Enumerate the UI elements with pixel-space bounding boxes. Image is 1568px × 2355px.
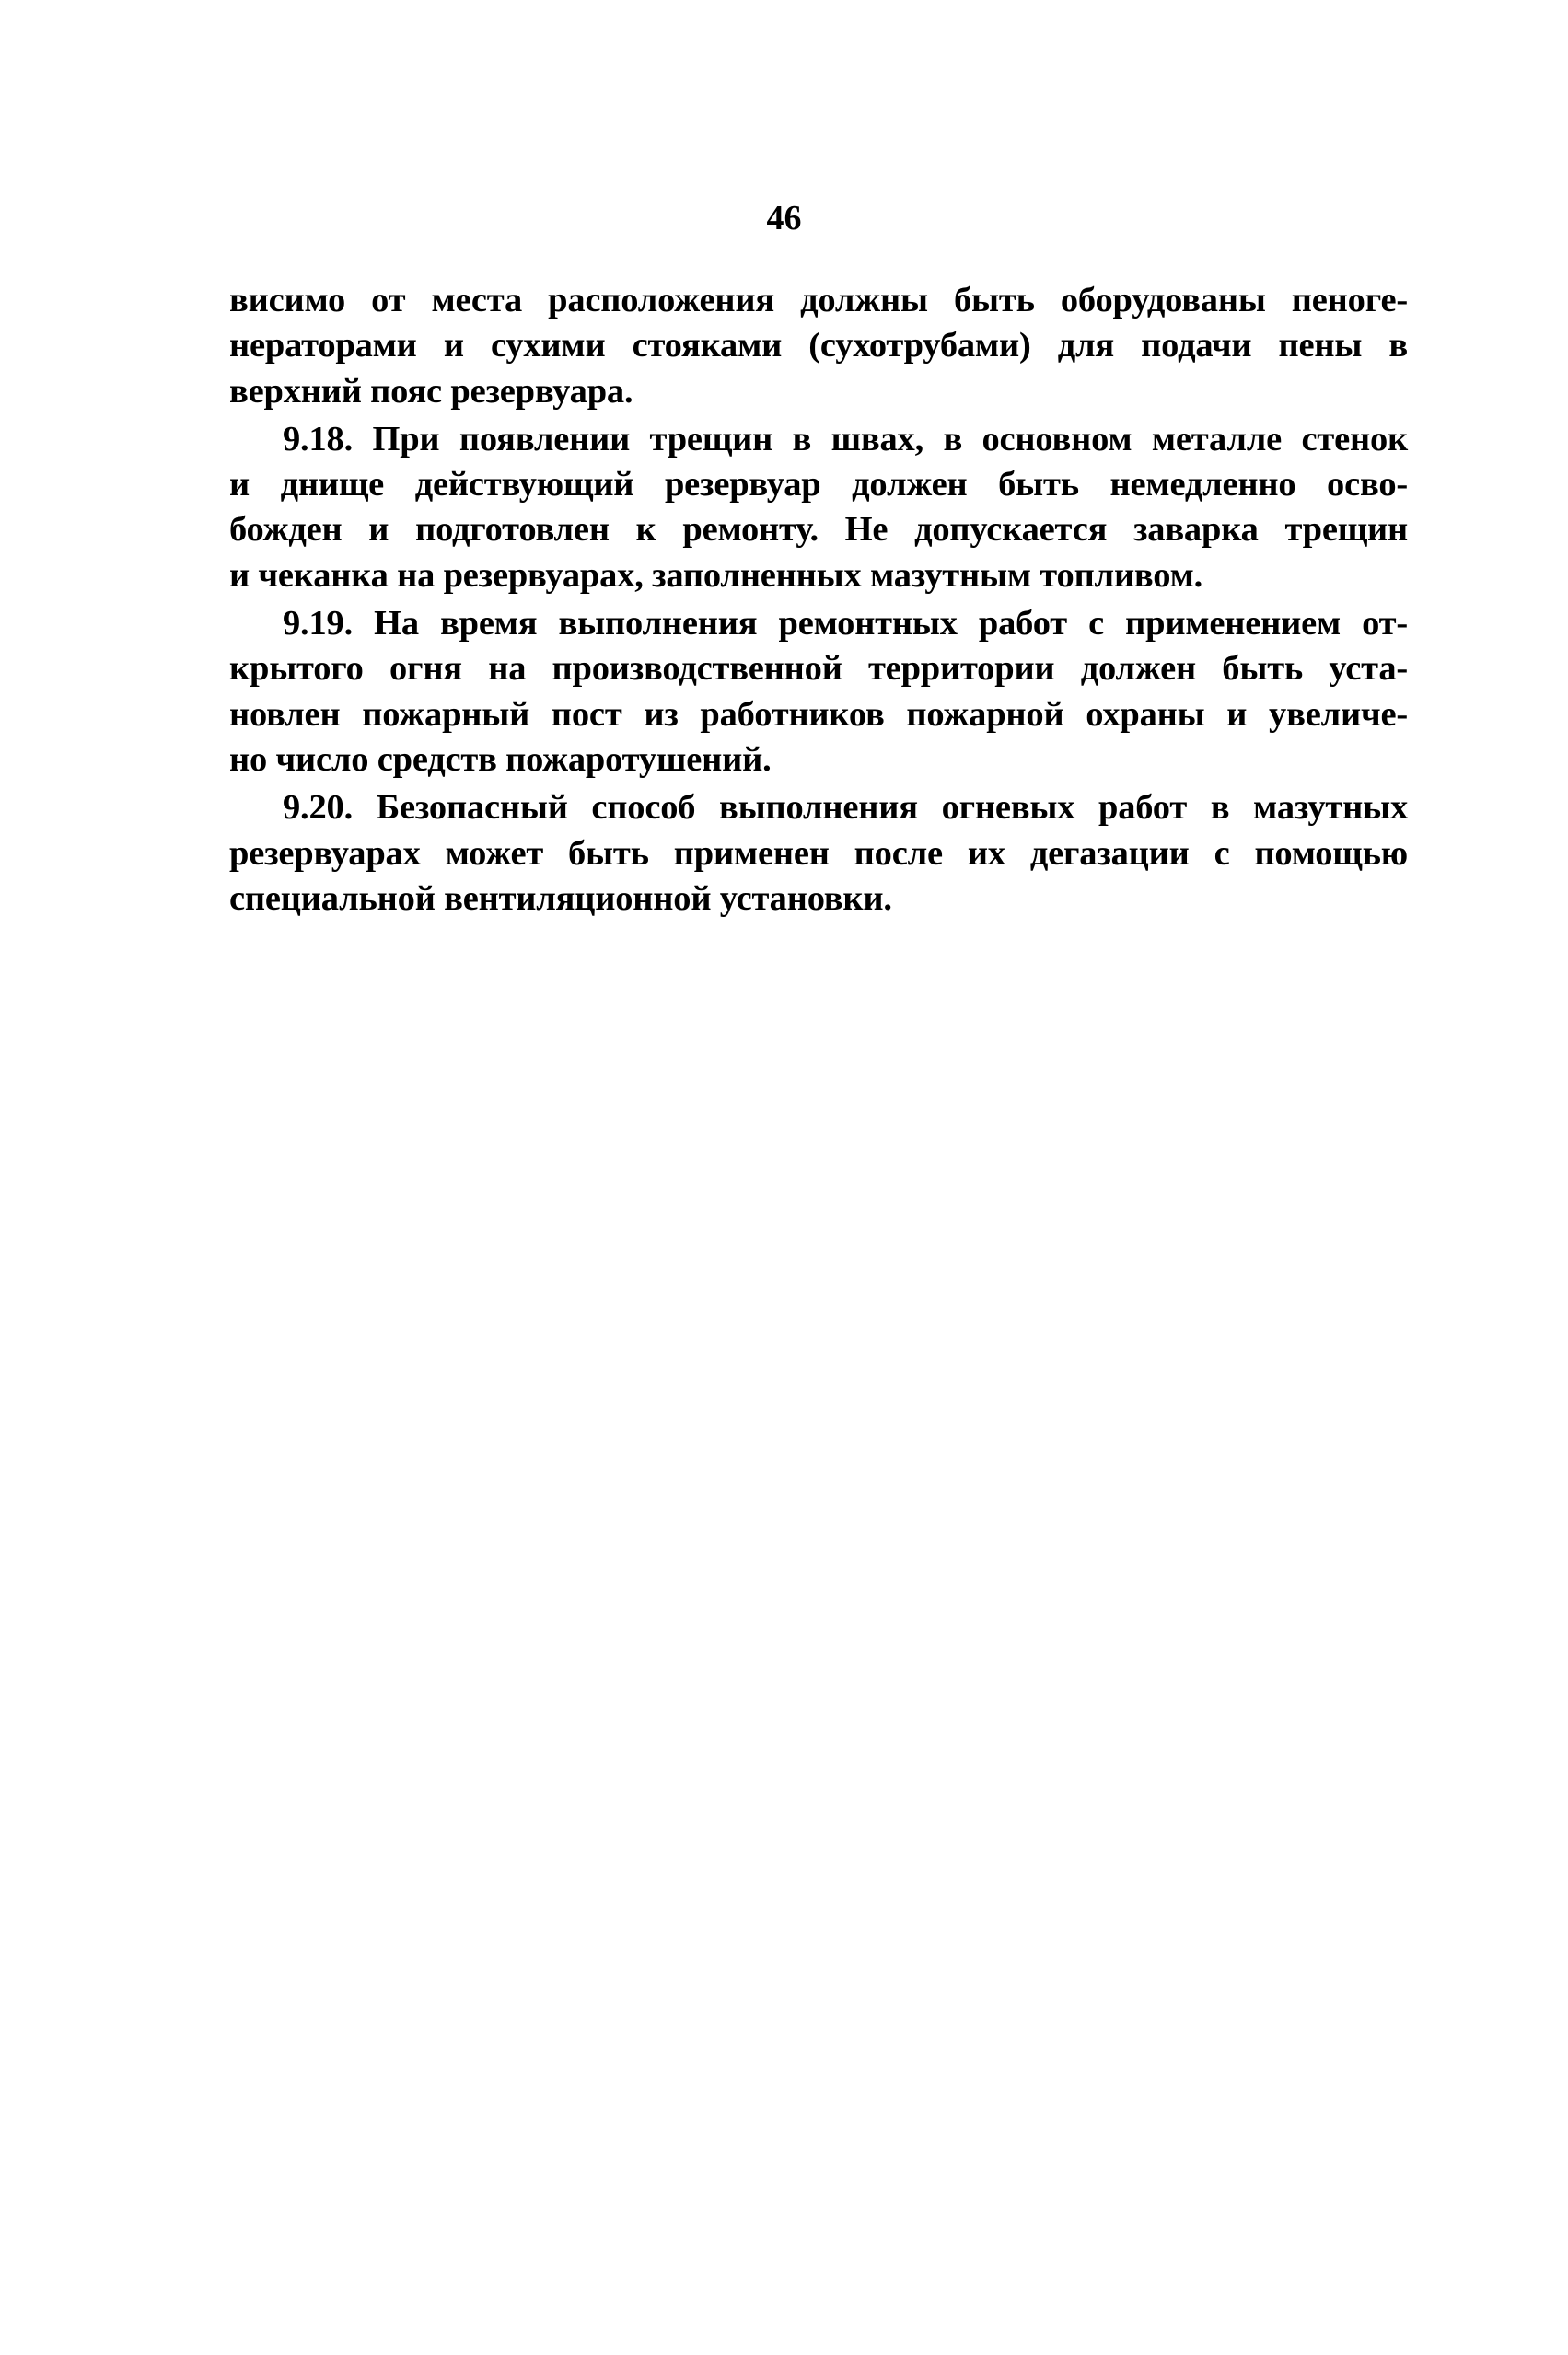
text-line: новлен пожарный пост из работников пожарной охраны и увеличе- [229, 694, 1408, 734]
paragraph-9-19 [229, 601, 1408, 783]
text-line: но число средств пожаротушений. [229, 739, 772, 779]
text-line: нераторами и сухими стояками (сухотрубами) для подачи пены в [229, 326, 1408, 365]
text-line: 9.19. На время выполнения ремонтных работ с применением от- [283, 604, 1408, 644]
text-line: висимо от места расположения должны быть оборудованы пеноге- [229, 281, 1408, 319]
text-line: верхний пояс резервуара. [229, 371, 633, 411]
text-line: 9.20. Безопасный способ выполнения огневых работ в мазутных [283, 788, 1408, 828]
page-number: 46 [766, 199, 802, 238]
text-line: и чеканка на резервуарах, заполненных мазутным топливом. [229, 555, 1203, 595]
text-line: резервуарах может быть применен после их дегазации с помощью [229, 833, 1408, 873]
text-line: крытого огня на производственной территории должен быть уста- [229, 649, 1408, 689]
paragraph-9-20 [229, 785, 1408, 922]
text-line: и днище действующий резервуар должен быть немедленно осво- [229, 465, 1408, 505]
paragraph-9-18 [229, 417, 1408, 598]
document-body [229, 278, 1408, 924]
text-line: божден и подготовлен к ремонту. Не допускается заварка трещин [229, 510, 1408, 550]
text-line: 9.18. При появлении трещин в швах, в основном металле стенок [283, 419, 1408, 458]
paragraph-continuation [229, 278, 1408, 414]
text-line: специальной вентиляционной установки. [229, 878, 892, 918]
